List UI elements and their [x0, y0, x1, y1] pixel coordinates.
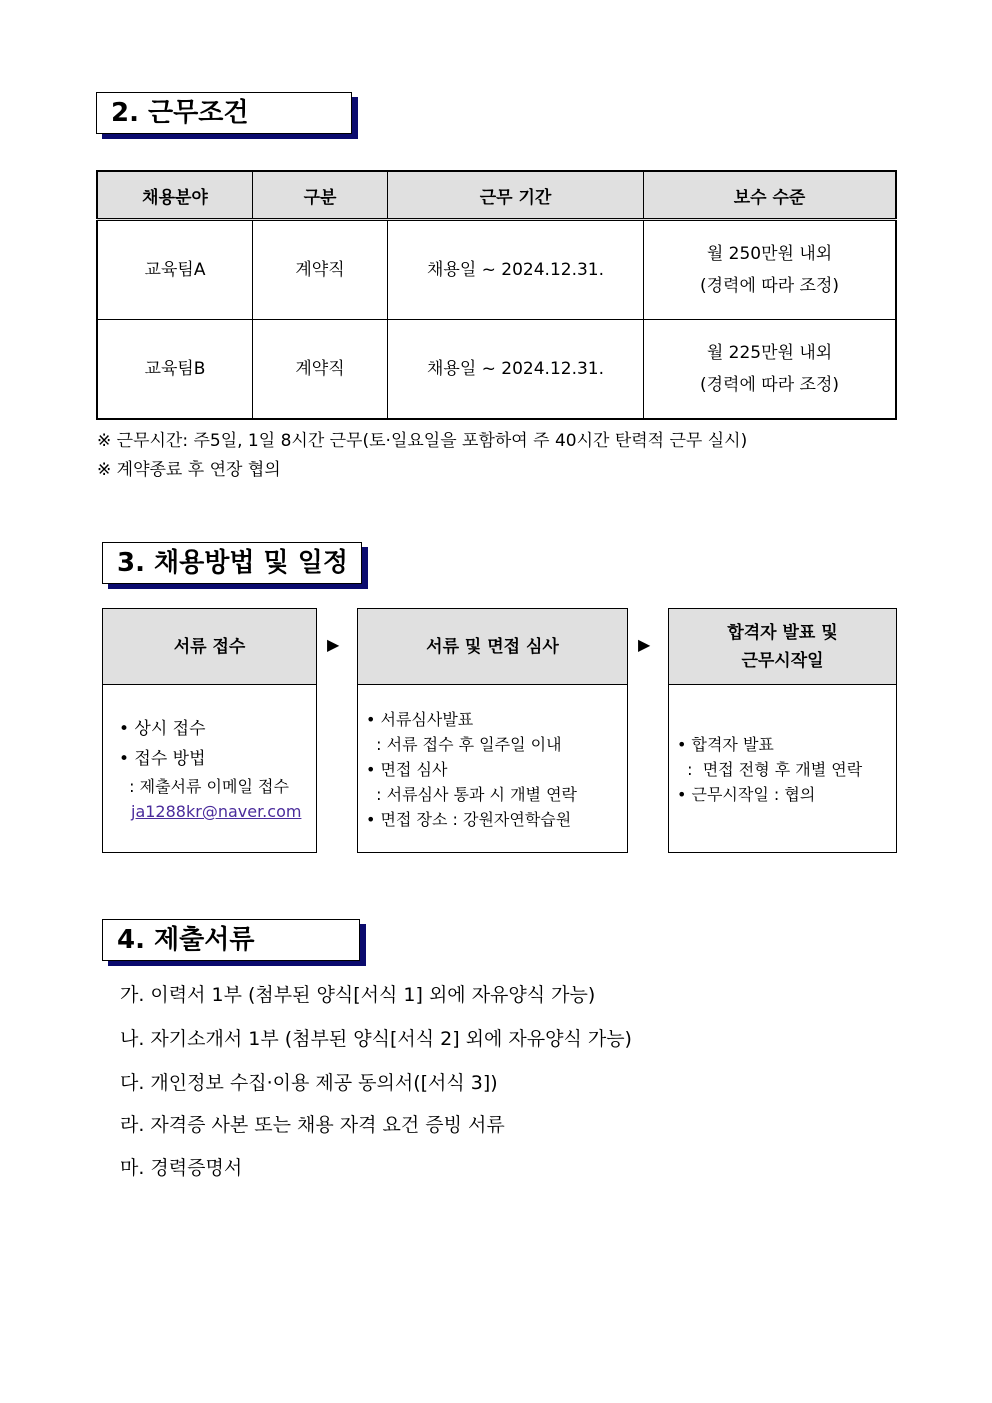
table-row	[97, 320, 896, 420]
section-3-title: 3. 채용방법 및 일정	[102, 542, 362, 584]
doc-item: 다. 개인정보 수집·이용 제공 동의서([서식 3])	[120, 1072, 498, 1094]
step-head-line1: 합격자 발표 및	[727, 622, 838, 643]
section-4-title: 4. 제출서류	[102, 919, 360, 961]
arrow-right-icon: ▶	[327, 635, 340, 654]
pay-note: (경력에 따라 조정)	[699, 375, 840, 395]
header-period: 근무 기간	[388, 171, 644, 220]
step-line: : 서류 접수 후 일주일 이내	[366, 734, 562, 754]
step-document-receipt	[102, 608, 317, 853]
arrow-right-icon: ▶	[638, 635, 651, 654]
step-line: • 상시 접수	[119, 719, 206, 739]
step-line: : 면접 전형 후 개별 연락	[677, 759, 863, 779]
contract-note: ※ 계약종료 후 연장 협의	[97, 460, 281, 480]
cell-pay	[644, 320, 897, 420]
cell-field: 교육팀B	[97, 320, 253, 420]
work-conditions-table	[96, 170, 897, 420]
header-pay: 보수 수준	[644, 171, 897, 220]
work-hours-note: ※ 근무시간: 주5일, 1일 8시간 근무(토·일요일을 포함하여 주 40시간 탄력적 근무 실시)	[97, 431, 748, 451]
step-line: • 근무시작일 : 협의	[677, 784, 816, 804]
doc-item: 마. 경력증명서	[120, 1157, 243, 1179]
doc-item: 라. 자격증 사본 또는 채용 자격 요건 증빙 서류	[120, 1114, 505, 1136]
table-row	[97, 220, 896, 320]
step-line: • 접수 방법	[119, 749, 206, 769]
step-head: 서류 접수	[103, 609, 316, 685]
step-line: : 서류심사 통과 시 개별 연락	[366, 784, 578, 804]
section-2-title: 2. 근무조건	[96, 92, 352, 134]
doc-item: 가. 이력서 1부 (첨부된 양식[서식 1] 외에 자유양식 가능)	[120, 984, 596, 1006]
step-head: 서류 및 면접 심사	[358, 609, 627, 685]
step-line: • 합격자 발표	[677, 734, 774, 754]
step-head	[669, 609, 896, 685]
cell-period: 채용일 ~ 2024.12.31.	[388, 220, 644, 320]
cell-type: 계약직	[253, 320, 388, 420]
step-line: : 제출서류 이메일 접수	[119, 777, 289, 796]
table-header-row	[97, 171, 896, 220]
header-type: 구분	[253, 171, 388, 220]
step-announcement	[668, 608, 897, 853]
step-line: • 서류심사발표	[366, 709, 474, 729]
pay-amount: 월 225만원 내외	[706, 343, 833, 363]
step-head-line2: 근무시작일	[741, 650, 824, 671]
cell-period: 채용일 ~ 2024.12.31.	[388, 320, 644, 420]
pay-amount: 월 250만원 내외	[706, 244, 833, 264]
step-screening	[357, 608, 628, 853]
cell-field: 교육팀A	[97, 220, 253, 320]
cell-type: 계약직	[253, 220, 388, 320]
cell-pay	[644, 220, 897, 320]
doc-item: 나. 자기소개서 1부 (첨부된 양식[서식 2] 외에 자유양식 가능)	[120, 1028, 632, 1050]
step-line: • 면접 심사	[366, 759, 448, 779]
email-link[interactable]: ja1288kr@naver.com	[131, 802, 302, 821]
header-field: 채용분야	[97, 171, 253, 220]
step-line: • 면접 장소 : 강원자연학습원	[366, 809, 572, 829]
pay-note: (경력에 따라 조정)	[699, 276, 840, 296]
